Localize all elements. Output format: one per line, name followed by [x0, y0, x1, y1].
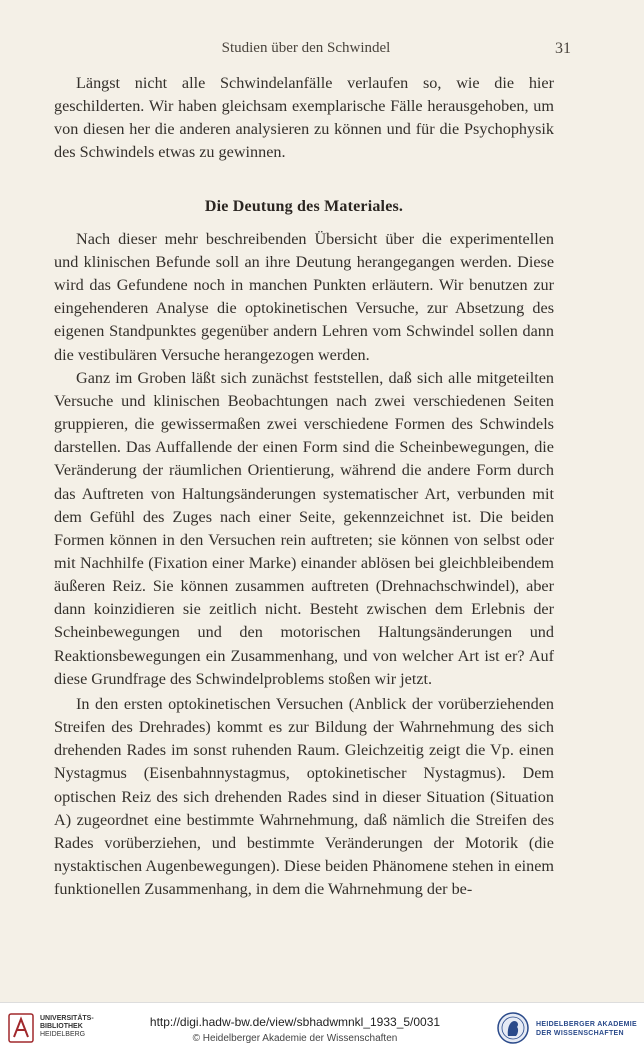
running-title: Studien über den Schwindel: [221, 40, 391, 56]
body-text: [54, 72, 554, 901]
paragraph: Ganz im Groben läßt sich zunächst feststellen, daß sich alle mitgeteilten Versuche und klinischen Beobachtungen nach zwei verschiedenen Seiten gruppieren, die gewissermaßen zwei verschiedene Formen des Schwindels darstellen. Das Auffallende der einen Form sind die Scheinbewegungen, die Veränderung der räumlichen Orientierung, während die andere Form durch das Auftreten von Haltungsänderungen systematischer Art, verbunden mit dem Gefühl des Zuges nach einer Seite, gekennzeichnet ist. Die beiden Formen können in den Versuchen rein auftreten; sie können von selbst oder mit Nachhilfe (Fixation einer Marke) einander ablösen bei gleichbleibendem äußeren Reiz. Sie können zusammen auftreten (Drehnachschwindel), aber dann koinzidieren sie zeitlich nicht. Besteht zwischen dem Erlebnis der Scheinbewegungen und den motorischen Haltungsänderungen und Reaktionsbewegungen ein Zusammenhang, und von welcher Art ist er? Auf diese Grundfrage des Schwindelproblems stoßen wir jetzt.: [54, 368, 554, 688]
copyright-notice: © Heidelberger Akademie der Wissenschaften: [192, 1033, 398, 1044]
paragraph: Nach dieser mehr beschreibenden Übersicht über die experimentellen und klinischen Befunde soll an ihre Deutung herangegangen werden. Diese wird das Gefundene noch in manchen Punkten erläutern. Wir benutzen zur eingehenderen Analyse die optokinetischen Versuche, zur Absetzung des eigenen Standpunktes gegenüber andern Lehren vom Schwindel sollen dann die vestibulären Versuche herangezogen werden.: [54, 229, 554, 364]
paragraph: In den ersten optokinetischen Versuchen (Anblick der vorüberziehenden Streifen des Drehrades) kommt es zur Bildung der Wahrnehmung des sich drehenden Rades im sonst ruhenden Raum. Gleichzeitig zeigt die Vp. einen Nystagmus (Eisenbahnnystagmus, optokinetischer Nystagmus). Dem optischen Reiz des sich drehenden Rades sind in dieser Situation (Situation A) zugeordnet eine bestimmte Wahrnehmung, daß nämlich die Streifen des Rades vorüberziehen, und bestimmte Veränderungen der Motorik (die nystaktischen Augenbewegungen). Diese beiden Phänomene stehen in einem funktionellen Zusammenhang, in dem die Wahrnehmung der be-: [54, 694, 554, 899]
athena-medallion-icon: [497, 1012, 529, 1044]
paragraph: Längst nicht alle Schwindelanfälle verlaufen so, wie die hier geschilderten. Wir haben gleichsam exemplarische Fälle herausgehoben, um von diesen her die anderen analysieren zu können und für die Psychophysik des Schwindels etwas zu gewinnen.: [54, 74, 554, 162]
permalink-url[interactable]: http://digi.hadw-bw.de/view/sbhadwmnkl_1933_5/0031: [149, 1015, 441, 1029]
seal-icon: [8, 1013, 34, 1043]
page-number: 31: [555, 40, 571, 57]
library-name: UNIVERSITÄTS- BIBLIOTHEK HEIDELBERG: [40, 1015, 94, 1038]
viewer-footer: [0, 1002, 644, 1052]
academy-name: HEIDELBERGER AKADEMIE DER WISSENSCHAFTEN: [536, 1021, 637, 1037]
section-heading: Die Deutung des Materiales.: [204, 197, 404, 215]
